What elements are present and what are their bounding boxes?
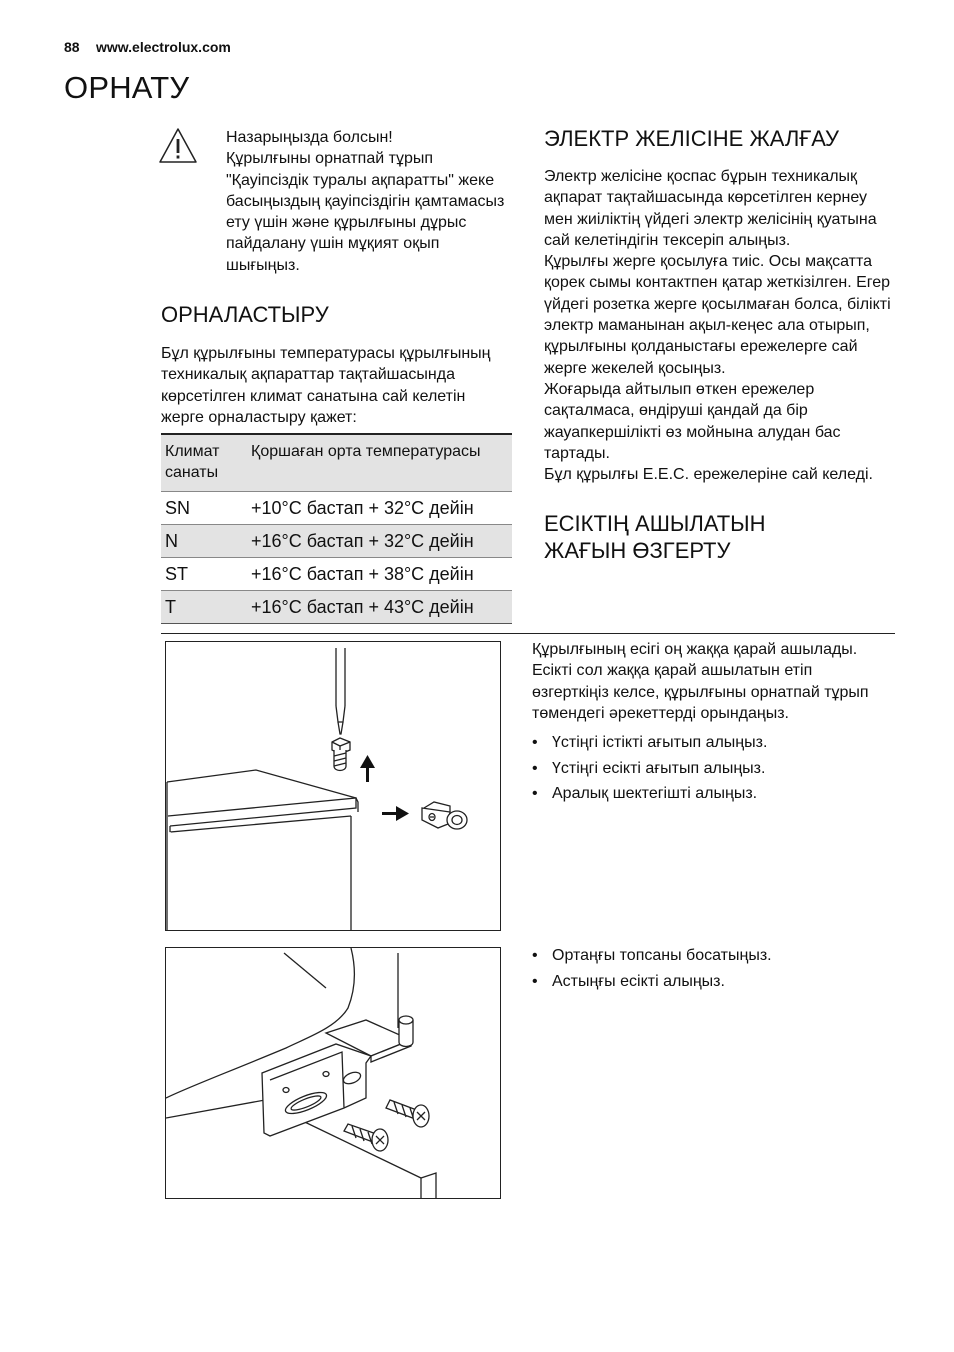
arrow-up-icon <box>360 755 375 782</box>
temperature-range-cell: +16°C бастап + 43°C дейін <box>247 591 512 624</box>
list-item <box>532 971 892 992</box>
website-url: www.electrolux.com <box>96 39 231 55</box>
step-text: Аралық шектегішті алыңыз. <box>552 785 758 803</box>
climate-table <box>161 433 512 624</box>
figure-middle-hinge <box>165 947 501 1199</box>
table-row <box>161 525 512 558</box>
step-text: Астыңғы есікті алыңыз. <box>552 972 725 990</box>
electrical-paragraph: Электр желісіне қоспас бұрын техникалық ақпарат тақтайшасында көрсетілген кернеу мен жиіліктің үйдегі электр желісінің қуатына сай келетіндігін тексеріп алыңыз. <box>544 168 877 249</box>
warning-triangle-icon <box>158 127 198 165</box>
figure-upper-pin <box>165 641 501 931</box>
door-reversal-body <box>532 639 892 809</box>
warning-text: Құрылғыны орнатпай тұрып "Қауіпсіздік туралы ақпаратты" жеке басыңыздың қауіпсіздігін қамтамасыз ету үшін және құрылғыны дұрыс пайдалану үшін мұқият оқып шығыңыз. <box>226 150 505 274</box>
climate-class-cell: N <box>161 525 247 558</box>
list-item <box>532 732 892 753</box>
bullet: • <box>532 947 538 964</box>
table-header-row <box>161 434 512 492</box>
bullet: • <box>532 734 538 752</box>
step-text: Ортаңғы топсаны босатыңыз. <box>552 947 772 964</box>
arrow-right-icon <box>382 806 409 821</box>
placement-text: Бұл құрылғыны температурасы құрылғының техникалық ақпараттар тақтайшасында көрсетілген климат санатына сай келетін жерге орналастыру қажет: <box>161 345 491 426</box>
screw-icon <box>344 1100 429 1151</box>
bullet: • <box>532 785 538 803</box>
top-pin-icon <box>332 738 350 771</box>
door-reversal-heading: ЕСІКТІҢ АШЫЛАТЫН ЖАҒЫН ӨЗГЕРТУ <box>544 511 766 563</box>
climate-class-cell: ST <box>161 558 247 591</box>
temperature-range-cell: +16°C бастап + 32°C дейін <box>247 525 512 558</box>
electrical-body <box>544 166 900 485</box>
list-item <box>532 783 892 804</box>
page-number: 88 <box>64 39 80 55</box>
temperature-range-cell: +10°C бастап + 32°C дейін <box>247 492 512 525</box>
door-reversal-steps-2 <box>532 945 892 996</box>
step-list-1 <box>532 732 892 804</box>
placement-heading: ОРНАЛАСТЫРУ <box>161 302 329 327</box>
bullet: • <box>532 972 538 990</box>
table-row <box>161 492 512 525</box>
hinge-pin-icon <box>399 1016 413 1047</box>
hinge-bracket-icon <box>262 1020 411 1136</box>
warning-block <box>226 127 516 276</box>
warning-heading: Назарыңызда болсын! <box>226 129 393 146</box>
climate-class-cell: T <box>161 591 247 624</box>
cabinet-top-icon <box>167 770 358 930</box>
step-text: Үстіңгі істікті ағытып алыңыз. <box>552 734 768 752</box>
temperature-range-cell: +16°C бастап + 38°C дейін <box>247 558 512 591</box>
step-text: Үстіңгі есікті ағытып алыңыз. <box>552 759 766 777</box>
list-item <box>532 758 892 779</box>
climate-class-cell: SN <box>161 492 247 525</box>
step-list-2 <box>532 945 892 992</box>
electrical-paragraph: Құрылғы жерге қосылуға тиіс. Осы мақсатта қорек сымы контактпен қатар жеткізілген. Егер үйдегі розетка жерге қосылмаған болса, білікті электр маманынан ақыл-кеңес ала отырып, құрылғыны қолданыстағы ережелерге сай жерге жекелей қосыңыз. <box>544 253 891 377</box>
electrical-heading: ЭЛЕКТР ЖЕЛІСІНЕ ЖАЛҒАУ <box>544 126 839 151</box>
door-reversal-intro: Құрылғының есігі оң жаққа қарай ашылады. Есікті сол жаққа қарай ашылатын етіп өзгерткіңіз келсе, құрылғыны орнатпай тұрып төмендегі әрекеттерді орындаңыз. <box>532 641 869 722</box>
list-item <box>532 945 892 966</box>
electrical-paragraph: Жоғарыда айтылып өткен ережелер сақталмаса, өндіруші қандай да бір жауапкершілікті өз мойнына алудан бас тартады. <box>544 380 841 462</box>
electrical-paragraph: Бұл құрылғы E.E.C. ережелеріне сай келеді. <box>544 466 873 484</box>
table-row <box>161 591 512 624</box>
header-ambient-temperature: Қоршаған орта температурасы <box>247 434 512 492</box>
door-stop-icon <box>422 802 467 829</box>
section-divider <box>161 633 895 634</box>
table-row <box>161 558 512 591</box>
screwdriver-icon <box>336 648 345 734</box>
page-title: ОРНАТУ <box>64 70 190 105</box>
bullet: • <box>532 759 538 777</box>
header-climate-class: Климат санаты <box>161 434 247 492</box>
